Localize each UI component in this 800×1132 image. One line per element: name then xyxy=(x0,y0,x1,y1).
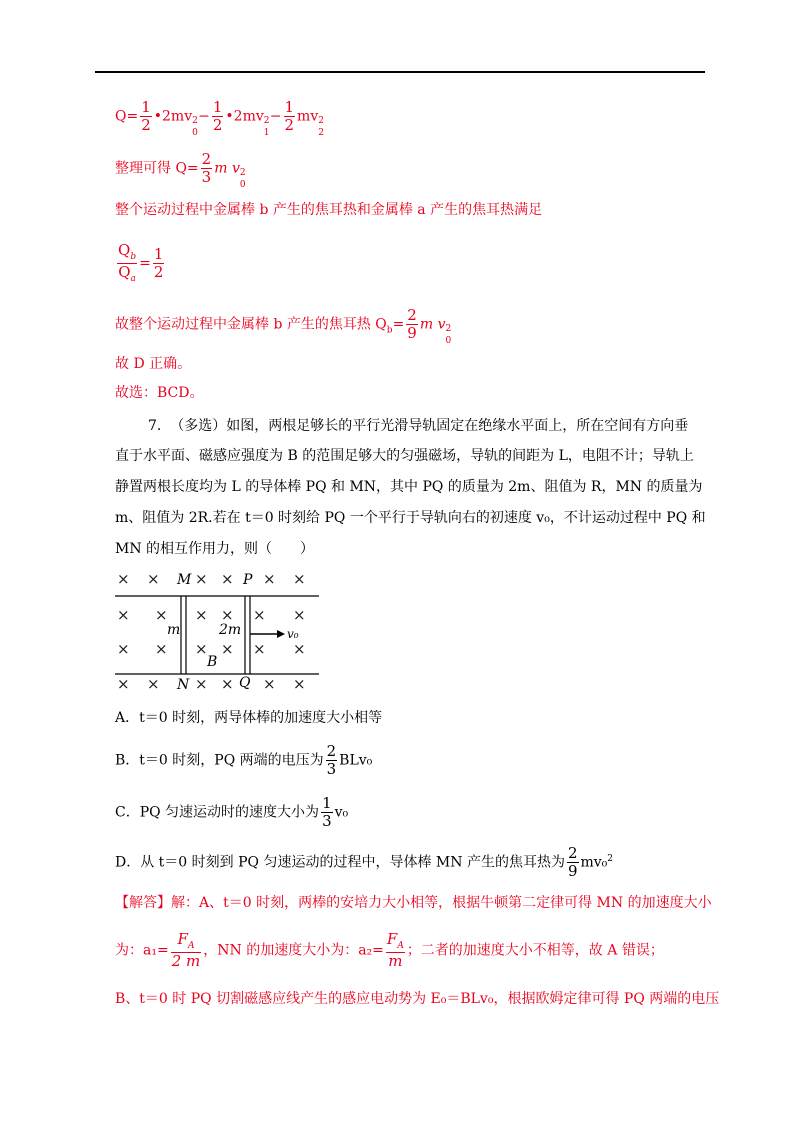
heat-b-result: 故整个运动过程中金属棒 b 产生的焦耳热 $Q_b=$ $\frac{2}{9}$ m v 2 0 xyxy=(115,306,452,346)
field-cross: × xyxy=(263,570,276,588)
field-cross: × xyxy=(293,570,306,588)
label-mass-2m: 2m xyxy=(219,622,242,638)
solution-label: 【解答】 xyxy=(115,895,171,911)
field-cross: × xyxy=(117,606,130,624)
field-cross: × xyxy=(195,606,208,624)
field-cross: × xyxy=(293,675,306,692)
label-mass-m: m xyxy=(167,622,181,638)
field-cross: × xyxy=(117,570,130,588)
label-v0: v₀ xyxy=(287,627,299,641)
field-cross: × xyxy=(155,640,168,658)
header-rule xyxy=(95,71,705,73)
solution-line2: 为：a₁= $\frac{F_A}{2 m}$ ，NN 的加速度大小为：a₂= $\frac{F_A}{m}$ ；二者的加速度大小不相等，故 A 错误； xyxy=(115,930,664,970)
label-n: N xyxy=(177,677,190,692)
field-cross: × xyxy=(117,640,130,658)
question-7-line1: 7. （多选）如图，两根足够长的平行光滑导轨固定在绝缘水平面上，所在空间有方向垂 xyxy=(148,418,689,434)
question-7-line5: MN 的相互作用力，则（ ） xyxy=(115,541,315,557)
field-cross: × xyxy=(221,675,234,692)
field-cross: × xyxy=(221,606,234,624)
field-cross: × xyxy=(155,606,168,624)
conclusion-d: 故 D 正确。 xyxy=(115,356,192,372)
field-cross: × xyxy=(253,640,266,658)
rod-mn xyxy=(181,596,186,674)
equation-simplified: 整理可得 Q= $\frac{2}{3}$ m v 2 0 xyxy=(115,150,246,190)
question-tag: （多选） xyxy=(170,418,227,434)
field-cross: × xyxy=(117,675,130,692)
question-7-line2: 直于水平面、磁感应强度为 B 的范围足够大的匀强磁场，导轨的间距为 L，电阻不计；导轨上 xyxy=(115,448,694,464)
field-cross: × xyxy=(195,570,208,588)
field-cross: × xyxy=(293,640,306,658)
field-cross: × xyxy=(195,675,208,692)
question-number: 7. xyxy=(148,418,162,434)
field-cross: × xyxy=(263,675,276,692)
label-p: P xyxy=(243,572,253,588)
field-cross: × xyxy=(195,640,208,658)
option-a[interactable]: A．t＝0 时刻，两导体棒的加速度大小相等 xyxy=(115,710,383,726)
arrow-head xyxy=(277,630,285,638)
label-field-b: B xyxy=(207,654,218,670)
option-b[interactable]: B．t＝0 时刻，PQ 两端的电压为 $\frac{2}{3}$ BLv₀ xyxy=(115,742,373,778)
field-cross: × xyxy=(221,570,234,588)
option-d[interactable]: D．从 t＝0 时刻到 PQ 匀速运动的过程中，导体棒 MN 产生的焦耳热为 $\frac{2}{9}$ mv₀$^2$ xyxy=(115,844,614,880)
heat-ratio-equation: $\frac{Q_b}{Q_a}$ = $\frac{1}{2}$ xyxy=(118,241,164,284)
rod-pq xyxy=(245,596,250,674)
field-cross: × xyxy=(147,570,160,588)
solution-line3: B、t＝0 时 PQ 切割磁感应线产生的感应电动势为 E₀＝BLv₀，根据欧姆定律可得 PQ 两端的电压 xyxy=(115,991,720,1007)
field-cross: × xyxy=(293,606,306,624)
label-q: Q xyxy=(239,675,251,691)
heat-relation-text: 整个运动过程中金属棒 b 产生的焦耳热和金属棒 a 产生的焦耳热满足 xyxy=(115,202,543,218)
field-cross: × xyxy=(253,606,266,624)
solution-line1: 【解答】解：A、t＝0 时刻，两棒的安培力大小相等，根据牛顿第二定律可得 MN 的加速度大小 xyxy=(115,895,712,911)
rails-diagram xyxy=(115,568,325,692)
equation-q: Q= $\frac{1}{2}$ •2mv 2 0 − $\frac{1}{2}$ •2mv 2 1 − $\frac{1}{2}$ mv 2 2 xyxy=(115,98,324,138)
question-7-line3: 静置两根长度均为 L 的导体棒 PQ 和 MN，其中 PQ 的质量为 2m、阻值为 R，MN 的质量为 xyxy=(115,479,703,495)
label-m-rod: M xyxy=(177,572,192,588)
question-7-line4: m、阻值为 2R.若在 t＝0 时刻给 PQ 一个平行于导轨向右的初速度 v₀，不计运动过程中 PQ 和 xyxy=(115,510,706,526)
answer-line: 故选：BCD。 xyxy=(115,385,204,401)
field-cross: × xyxy=(147,675,160,692)
option-c[interactable]: C．PQ 匀速运动时的速度大小为 $\frac{1}{3}$ v₀ xyxy=(115,794,349,830)
field-cross: × xyxy=(221,640,234,658)
